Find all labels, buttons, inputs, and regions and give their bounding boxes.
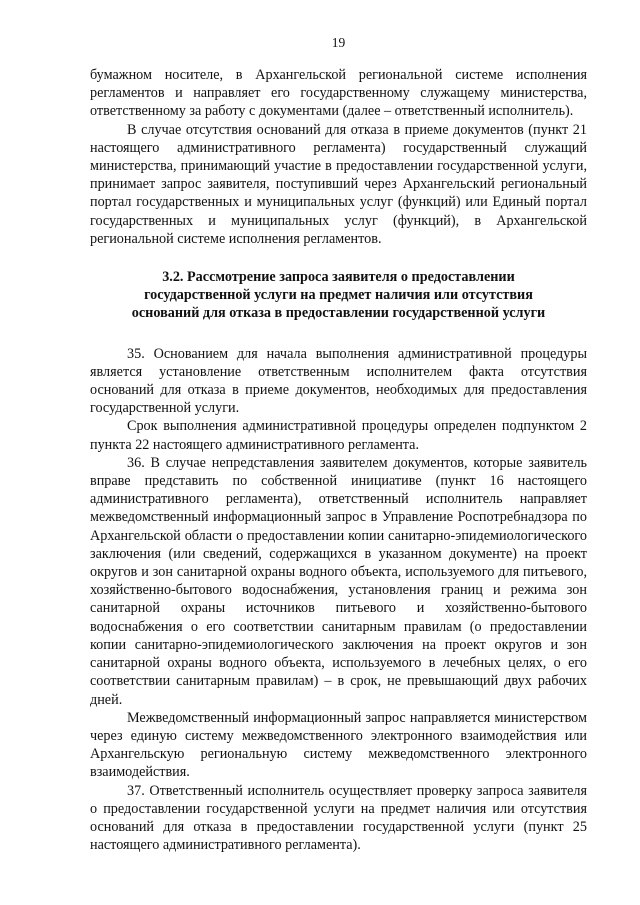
paragraph-item-35: 35. Основанием для начала выполнения административной процедуры является установление ответственным исполнителем факта отсутствия оснований для отказа в приеме документов, необходимых для предоставления государственной услуги. — [90, 345, 587, 417]
heading-line-1: 3.2. Рассмотрение запроса заявителя о предоставлении — [162, 269, 515, 286]
section-heading-3-2 — [90, 268, 587, 323]
heading-line-3: оснований для отказа в предоставлении государственной услуги — [131, 305, 546, 322]
page-number: 19 — [331, 35, 346, 50]
paragraph-deadline: Срок выполнения административной процедуры определен подпунктом 2 пункта 22 настоящего административного регламента. — [90, 418, 587, 453]
paragraph-portal-request: В случае отсутствия оснований для отказа в приеме документов (пункт 21 настоящего административного регламента) государственный служащий министерства, принимающий участие в предоставлении государственной услуги, принимает запрос заявителя, поступивший через Архангельский региональный портал государственных и муниципальных услуг (функций) или Единый портал государственных и муниципальных услуг (функций), в Архангельской региональной системе исполнения регламентов. — [90, 121, 587, 247]
document-body — [90, 66, 587, 854]
paragraph-continuation: бумажном носителе, в Архангельской региональной системе исполнения регламентов и направляет его государственному служащему министерства, ответственному за работу с документами (далее – ответственный исполнитель). — [90, 67, 587, 120]
paragraph-item-36: 36. В случае непредставления заявителем документов, которые заявитель вправе представить по собственной инициативе (пункт 16 настоящего административного регламента), ответственный исполнитель направляет межведомственный информационный запрос в Управление Роспотребнадзора по Архангельской области о предоставлении копии санитарно-эпидемиологического заключения (или сведений, содержащихся в указанном документе) на проект округов и зон санитарной охраны водного объекта, используемого для питьевого, хозяйственно-бытового водоснабжения, установления границ и режима зон санитарной охраны источников питьевого и хозяйственно-бытового водоснабжения о его соответствии санитарным правилам (о предоставлении копии санитарно-эпидемиологического заключения на проект округов и зон санитарной охраны водного объекта, используемого в лечебных целях, о его соответствии санитарным правилам) – в срок, не превышающий двух рабочих дней. — [90, 454, 587, 708]
document-page — [90, 0, 587, 905]
paragraph-interagency-request: Межведомственный информационный запрос направляется министерством через единую систему межведомственного электронного взаимодействия или Архангельскую региональную систему межведомственного электронного взаимодействия. — [90, 709, 587, 781]
heading-line-2: государственной услуги на предмет наличия или отсутствия — [144, 287, 533, 304]
paragraph-item-37: 37. Ответственный исполнитель осуществляет проверку запроса заявителя о предоставлении государственной услуги на предмет наличия или отсутствия оснований для отказа в предоставлении государственной услуги (пункт 25 настоящего административного регламента). — [90, 782, 587, 854]
